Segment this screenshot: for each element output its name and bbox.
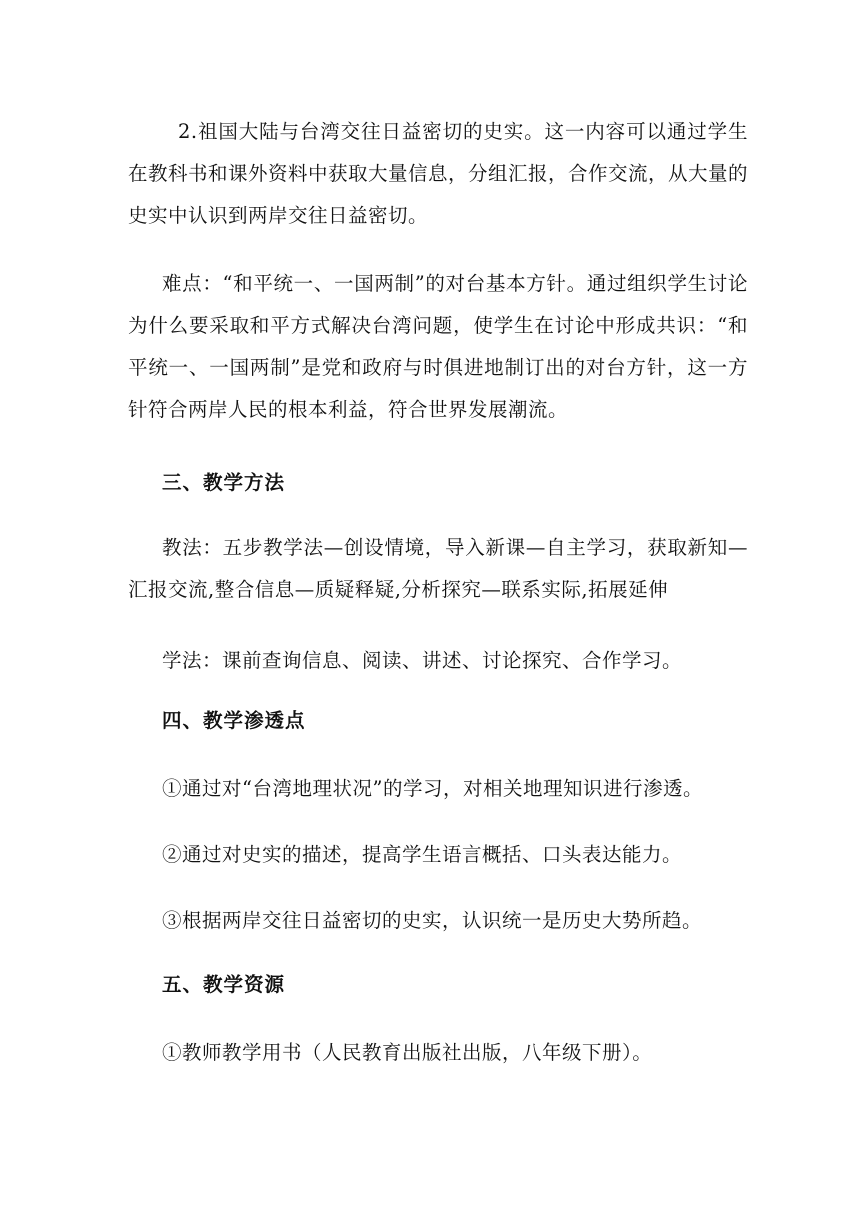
paragraph-learning-method: 学法：课前查询信息、阅读、讲述、讨论探究、合作学习。 [162,649,683,672]
paragraph-difficulty: 难点：“和平统一、一国两制”的对台基本方针。通过组织学生讨论为什么要采取和平方式解决台湾问题，使学生在讨论中形成共识：“和平统一、一国两制”是党和政府与时俱进地制订出的对台方针，这一方针符合两岸人民的根本利益，符合世界发展潮流。 [128,272,748,421]
section-heading-teaching-methods: 三、教学方法 [162,471,286,494]
section-heading-teaching-resources: 五、教学资源 [162,973,286,996]
paragraph-history-facts: 2.祖国大陆与台湾交往日益密切的史实。这一内容可以通过学生在教科书和课外资料中获取大量信息，分组汇报，合作交流，从大量的史实中认识到两岸交往日益密切。 [128,120,749,227]
paragraph-teaching-method: 教法：五步教学法—创设情境，导入新课—自主学习，获取新知—汇报交流,整合信息—质疑释疑,分析探究—联系实际,拓展延伸 [128,536,748,601]
list-item-point-2: ②通过对史实的描述，提高学生语言概括、口头表达能力。 [162,843,683,866]
section-heading-teaching-penetration: 四、教学渗透点 [162,709,306,732]
list-item-point-1: ①通过对“台湾地理状况”的学习，对相关地理知识进行渗透。 [162,777,703,800]
list-item-resource-1: ①教师教学用书（人民教育出版社出版，八年级下册）。 [162,1041,653,1064]
list-item-point-3: ③根据两岸交往日益密切的史实，认识统一是历史大势所趋。 [162,909,703,932]
